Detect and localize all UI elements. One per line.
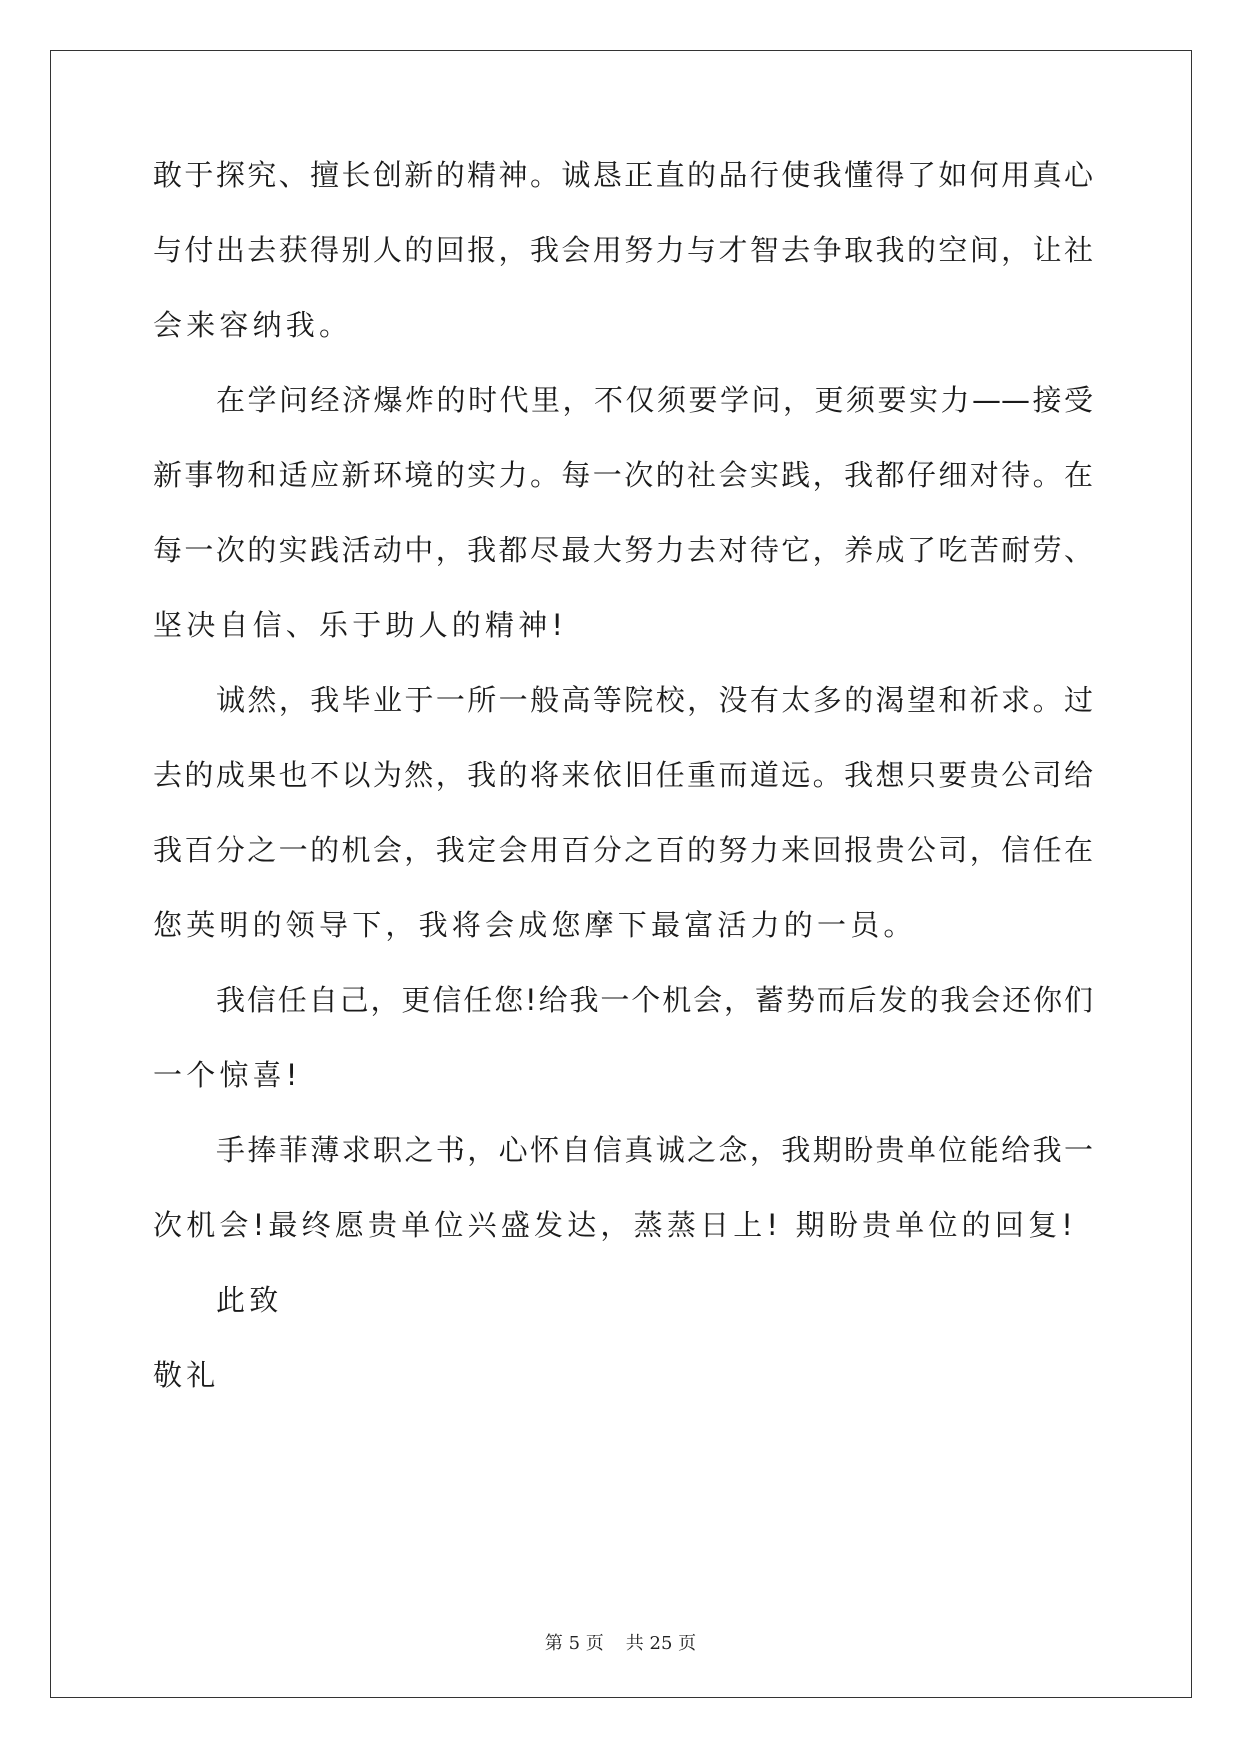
text-line: 新事物和适应新环境的实力。每一次的社会实践，我都仔细对待。在 [153,458,1093,492]
text-line: 我百分之一的机会，我定会用百分之百的努力来回报贵公司，信任在 [153,833,1093,867]
text-line: 会来容纳我。 [153,308,353,342]
text-line: 每一次的实践活动中，我都尽最大努力去对待它，养成了吃苦耐劳、 [153,533,1093,567]
text-line: 敢于探究、擅长创新的精神。诚恳正直的品行使我懂得了如何用真心 [153,158,1093,192]
paragraph-start-line: 手捧菲薄求职之书，心怀自信真诚之念，我期盼贵单位能给我一 [216,1133,1093,1167]
paragraph-start-line: 在学问经济爆炸的时代里，不仅须要学问，更须要实力——接受 [216,383,1093,417]
paragraph-start-line: 诚然，我毕业于一所一般高等院校，没有太多的渴望和祈求。过 [216,683,1093,717]
paragraph-start-line: 我信任自己，更信任您!给我一个机会，蓄势而后发的我会还你们 [216,983,1093,1017]
text-line: 去的成果也不以为然，我的将来依旧任重而道远。我想只要贵公司给 [153,758,1093,792]
page-border [50,50,1192,1698]
text-line: 次机会!最终愿贵单位兴盛发达，蒸蒸日上! 期盼贵单位的回复! [153,1208,1078,1242]
page-number-current: 第 5 页 [544,1633,604,1654]
closing-salutation: 此致 [216,1283,283,1317]
text-line: 您英明的领导下，我将会成您摩下最富活力的一员。 [153,908,917,942]
page-footer [0,1632,1241,1656]
closing-regards: 敬礼 [153,1358,220,1392]
page-number-total: 共 25 页 [625,1633,697,1654]
text-line: 坚决自信、乐于助人的精神! [153,608,568,642]
text-line: 一个惊喜! [153,1058,302,1092]
text-line: 与付出去获得别人的回报，我会用努力与才智去争取我的空间，让社 [153,233,1093,267]
